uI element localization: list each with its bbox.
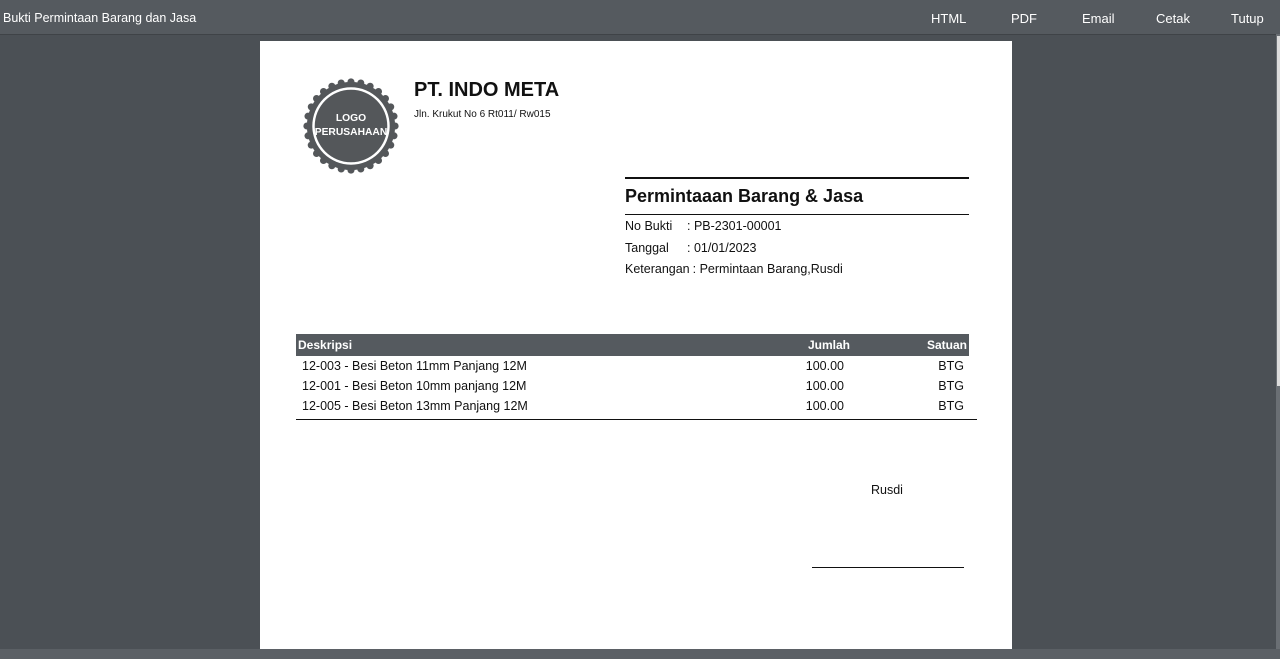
document-title: Permintaaan Barang & Jasa [625,179,969,215]
cell-qty: 100.00 [805,359,844,373]
pdf-button[interactable]: PDF [1011,11,1037,26]
signature-line [812,567,964,568]
toolbar [0,0,1280,35]
field-no-bukti [625,219,782,233]
document-page [260,41,1012,649]
company-address: Jln. Krukut No 6 Rt011/ Rw015 [414,109,551,120]
table-row [296,376,969,396]
field-label: Keterangan [625,262,690,276]
company-name: PT. INDO META [414,79,560,101]
cell-qty: 100.00 [805,379,844,393]
column-header-description: Deskripsi [298,338,353,352]
field-value: : 01/01/2023 [687,241,757,255]
window-title: Bukti Permintaan Barang dan Jasa [3,11,197,25]
cell-unit: BTG [938,379,964,393]
print-button[interactable]: Cetak [1156,11,1190,26]
field-tanggal [625,241,757,255]
field-value: : Permintaan Barang,Rusdi [692,262,843,276]
document-title-box [625,177,969,215]
column-header-unit: Satuan [926,338,967,352]
field-keterangan [625,262,843,276]
bottom-strip [0,649,1280,659]
close-button[interactable]: Tutup [1231,11,1264,26]
field-value: : PB-2301-00001 [687,219,782,233]
cell-unit: BTG [938,399,964,413]
cell-description: 12-001 - Besi Beton 10mm panjang 12M [302,379,527,393]
email-button[interactable]: Email [1082,11,1115,26]
logo-text-line-1: LOGO [335,113,367,125]
logo-text-line-2: PERUSAHAAN [314,126,388,138]
field-label: No Bukti [625,219,673,233]
signer-name: Rusdi [871,483,903,497]
table-row [296,356,969,376]
html-button[interactable]: HTML [931,11,967,26]
column-header-qty: Jumlah [808,338,851,352]
cell-description: 12-005 - Besi Beton 13mm Panjang 12M [302,399,528,413]
cell-unit: BTG [938,359,964,373]
company-logo-seal [302,77,400,175]
table-header [296,334,969,356]
table-bottom-rule [296,419,977,420]
field-label: Tanggal [625,241,669,255]
cell-qty: 100.00 [805,399,844,413]
cell-description: 12-003 - Besi Beton 11mm Panjang 12M [302,359,527,373]
table-row [296,396,969,416]
